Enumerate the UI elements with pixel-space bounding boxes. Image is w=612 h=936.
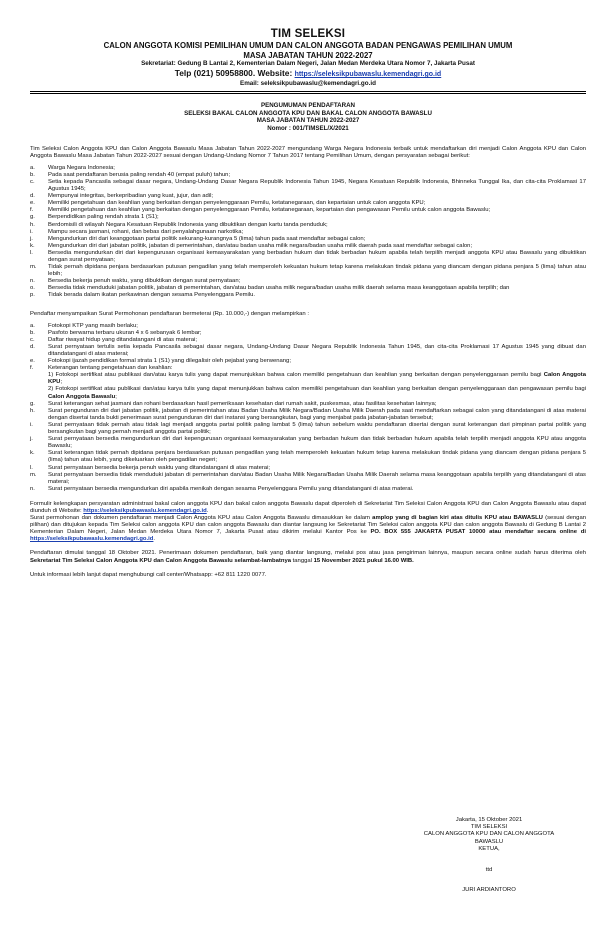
form-paragraph-text: Formulir kelengkapan persyaratan administrasi bakal calon anggota KPU dan bakal calon anggota Bawaslu dapat diperoleh di Sekretariat Tim Seleksi Calon Anggota KPU dan Calon Anggota Bawaslu atau dapat diunduh di Website: [30,500,586,514]
schedule-paragraph [30,550,586,564]
list-item-marker: g. [30,400,35,407]
announcement-heading [30,102,586,132]
list-item-marker: i. [30,228,33,235]
schedule-text-2: tanggal [291,557,314,564]
list-item-marker: j. [30,235,33,242]
list-item-text: Memiliki pengetahuan dan keahlian yang berkaitan dengan penyelenggaraan Pemilu, ketatanegaraan, kepartaian dan pengawasan Pemilu untuk calon anggota Bawaslu; [48,207,491,214]
announcement-number: Nomor : 001/TIMSEL/X/2021 [267,124,349,132]
attachments-intro: Pendaftar menyampaikan Surat Permohonan pendaftaran bermeterai (Rp. 10.000,-) dengan melampirkan : [30,310,309,317]
list-item-text: Warga Negara Indonesia; [48,164,115,171]
list-item [30,264,586,278]
list-item-text: Keterangan tentang pengetahuan dan keahlian: [48,365,173,372]
submission-website-link[interactable]: https://seleksikpubawaslu.kemendagri.go.id [30,536,154,543]
list-item [30,372,586,386]
list-item-text: Fotokopi ijazah pendidikan formal strata 1 (S1) yang dilegalisir oleh pejabat yang berwenang; [48,358,291,365]
list-item [30,401,586,408]
list-item-text: Surat pengunduran diri dari jabatan politik, jabatan di pemerintahan atau Badan Usaha Milik Negara/Badan Usaha Milik Daerah pada saat mendaftarkan sebagai calon yang ditandatangani di atas materai dengan disertai tanda bukti penerimaan surat pengunduran diri dari instansi yang bersangkutan, bagi yang menjabat pada jabatan-jabatan tersebut; [48,407,586,421]
submission-text-end: . [153,536,156,543]
list-item-text: Bersedia mengundurkan diri dari kepengurusan organisasi kemasyarakatan yang berbadan hukum dan tidak berbadan hukum apabila telah terpilih menjadi anggota KPU atau Bawaslu yang dibuktikan dengan surat pernyataan; [48,249,586,263]
list-item-marker: c. [30,336,35,343]
list-item-text: Surat pernyataan bersedia tidak menduduki jabatan di pemerintahan dan/atau Badan Usaha Milik Negara/Badan Usaha Milik Daerah selama masa keanggotaan apabila terpilih yang ditandatangani di atas materai; [48,471,586,485]
letterhead-address: Sekretariat: Gedung B Lantai 2, Kementerian Dalam Negeri, Jalan Medan Merdeka Utara Nomor 7, Jakarta Pusat [141,60,475,68]
signature-ttd: ttd [485,867,493,874]
list-item [30,172,586,179]
submission-pobox: PO. BOX 555 JAKARTA PUSAT 10000 atau mendaftar secara online di [370,529,586,536]
list-item [30,386,586,400]
list-item [30,323,586,330]
letterhead-contact [30,68,586,80]
list-item-marker: a. [30,322,35,329]
list-item-text: Berdomisili di wilayah Negara Kesatuan Republik Indonesia yang dibuktikan dengan kartu tanda penduduk; [48,221,328,228]
signature-name: JURI ARDIANTORO [462,887,516,894]
list-item-text: Fotokopi KTP yang masih berlaku; [48,322,138,329]
list-item-text: Surat pernyataan bersedia bekerja penuh waktu yang ditandatangani di atas materai; [48,464,271,471]
list-item-text: Pasfoto berwarna terbaru ukuran 4 x 6 sebanyak 6 lembar; [48,329,202,336]
list-item-marker: b. [30,329,35,336]
list-item-marker: n. [30,485,35,492]
list-item [30,214,586,221]
list-item [30,472,586,486]
list-item [30,193,586,200]
list-item [30,278,586,285]
letterhead-subtitle: CALON ANGGOTA KOMISI PEMILIHAN UMUM DAN CALON ANGGOTA BADAN PENGAWAS PEMILIHAN UMUM [103,41,513,50]
form-paragraph-end: . [206,507,209,514]
list-item-marker: o. [30,285,35,292]
list-item-marker: k. [30,450,35,457]
list-item [30,207,586,214]
form-paragraph [30,501,586,515]
list-item-text: Mampu secara jasmani, rohani, dan bebas dari penyalahgunaan narkotika; [48,228,244,235]
submission-text-2: (sesuai dengan pilihan) dan ditujukan kepada Tim Seleksi calon anggota KPU dan calon anggota Bawaslu dan diantar langsung ke Sekretariat Tim Seleksi calon anggota KPU dan calon anggota Bawaslu di Gedung B Lantai 2 Kementerian Dalam Negeri, Jalan Medan Merdeka Utara Nomor 7, Jakarta Pusat atau dikirim melalui Kantor Pos ke [30,515,586,536]
list-item [30,165,586,172]
list-item-marker: f. [30,365,34,372]
list-item [30,486,586,493]
letterhead-phone: Telp (021) 50958800. Website: [174,68,293,79]
list-item [30,408,586,422]
list-item-text: Mempunyai integritas, berkepribadian yang kuat, jujur, dan adil; [48,193,214,200]
list-item-text: Surat pernyataan bersedia mengundurkan diri apabila menikah dengan sesama Penyelenggara Pemilu yang ditandatangani di atas materai. [48,485,414,492]
list-item-text: Tidak pernah dipidana penjara berdasarkan putusan pengadilan yang telah memperoleh kekuatan hukum tetap karena melakukan tindak pidana yang diancam dengan pidana penjara 5 (lima) tahun atau lebih; [48,264,586,278]
list-item-text: Surat pernyataan tertulis setia kepada Pancasila sebagai dasar negara, Undang-Undang Dasar Negara Republik Indonesia Tahun 1945, dan cita-cita Proklamasi 17 Agustus 1945 yang dibuat dan ditandatangani di atas materai; [48,343,586,357]
list-item-marker: p. [30,292,35,299]
list-item [30,236,586,243]
list-item [30,422,586,436]
list-item [30,250,586,264]
submission-paragraph [30,515,586,543]
form-website-link[interactable]: https://seleksikpubawaslu.kemendagri.go.id [83,507,207,514]
list-item [30,365,586,372]
list-item-marker: h. [30,407,35,414]
list-item [30,465,586,472]
list-item-marker: g. [30,214,35,221]
intro-paragraph: Tim Seleksi Calon Anggota KPU dan Calon Anggota Bawaslu Masa Jabatan Tahun 2022-2027 mengundang Warga Negara Indonesia terbaik untuk mendaftarkan diri menjadi Calon Anggota KPU dan Calon Anggota Bawaslu Masa Jabatan Tahun 2022-2027 sesuai dengan Undang-Undang Nomor 7 Tahun 2017 tentang Pemilihan Umum, dengan persyaratan sebagai berikut: [30,145,586,159]
list-item [30,450,586,464]
list-item-text: Mengundurkan diri dari keanggotaan partai politik sekurang-kurangnya 5 (lima) tahun pada saat mendaftar sebagai calon; [48,235,366,242]
requirements-list [30,165,586,300]
list-item [30,330,586,337]
signature-block [414,817,564,894]
signature-org-1: TIM SELEKSI [470,824,508,831]
list-item-marker: d. [30,193,35,200]
announcement-title: PENGUMUMAN PENDAFTARAN [260,102,356,110]
list-item [30,200,586,207]
list-item-marker: f. [30,207,34,214]
schedule-deadline: 15 November 2021 pukul 16.00 WIB. [313,557,414,564]
signature-org-2: CALON ANGGOTA KPU DAN CALON ANGGOTA BAWASLU [423,831,555,845]
list-item-text: Surat keterangan tidak pernah dipidana penjara berdasarkan putusan pengadilan yang telah memperoleh kekuatan hukum tetap karena melakukan tindak pidana yang diancam dengan pidana penjara 5 (lima) tahun atau lebih, yang dikeluarkan oleh pengadilan negeri; [48,450,586,464]
list-item-text: Berpendidikan paling rendah strata 1 (S1); [48,214,159,221]
list-item [30,337,586,344]
list-item [30,243,586,250]
list-item-text: Bersedia bekerja penuh waktu, yang dibuktikan dengan surat pernyataan; [48,278,241,285]
list-item-text: 2) Fotokopi sertifikat atau publikasi dan/atau karya tulis yang dapat menunjukkan bahwa calon memiliki pengetahuan dan keahlian yang berkaitan dengan penyelenggaraan dan pengawasan pemilu bagi [48,386,586,393]
submission-envelope-note: amplop yang di bagian kiri atas ditulis KPU atau BAWASLU [372,515,543,522]
list-item-marker: h. [30,221,35,228]
list-item [30,358,586,365]
list-item-marker: b. [30,171,35,178]
list-item-text: Memiliki pengetahuan dan keahlian yang berkaitan dengan penyelenggaraan Pemilu, ketatanegaraan, dan kepartaian untuk calon anggota KPU; [48,200,426,207]
letterhead-website-link[interactable]: https://seleksikpubawaslu.kemendagri.go.id [294,71,442,79]
signature-place-date: Jakarta, 15 Oktober 2021 [455,817,523,823]
list-item-marker: m. [30,264,37,271]
list-item [30,292,586,299]
schedule-text-1: Pendaftaran dimulai tanggal 18 Oktober 2021. Penerimaan dokumen pendaftaran, baik yang diantar langsung, melalui pos atau jasa pengiriman lainnya, maupun secara online sudah harus diterima oleh [30,550,586,557]
list-item-text: Surat pernyataan bersedia mengundurkan diri dari kepengurusan organisasi kemasyarakatan yang berbadan hukum dan tidak berbadan hukum apabila telah terpilih menjadi anggota KPU atau anggota Bawaslu; [48,436,586,450]
list-item-marker: l. [30,249,33,256]
list-item-marker: m. [30,471,37,478]
list-item-text: Mengundurkan diri dari jabatan politik, jabatan di pemerintahan, dan/atau badan usaha milik negara/badan usaha milik daerah pada saat mendaftar sebagai calon; [48,242,473,249]
list-item [30,436,586,450]
letterhead-period: MASA JABATAN TAHUN 2022-2027 [243,50,373,60]
list-item-text: Surat keterangan sehat jasmani dan rohani berdasarkan hasil pemeriksaan kesehatan dari rumah sakit, puskesmas, atau fasilitas kesehatan lainnya; [48,400,437,407]
list-item-marker: k. [30,242,35,249]
list-item [30,222,586,229]
announcement-subtitle: SELEKSI BAKAL CALON ANGGOTA KPU DAN BAKAL CALON ANGGOTA BAWASLU [184,109,432,117]
list-item-text: Tidak berada dalam ikatan perkawinan dengan sesama Penyelenggara Pemilu. [48,292,256,299]
announcement-period: MASA JABATAN TAHUN 2022-2027 [256,117,360,125]
list-item [30,179,586,193]
list-item-text: Setia kepada Pancasila sebagai dasar negara, Undang-Undang Dasar Negara Republik Indonesia Tahun 1945, Negara Kesatuan Republik Indonesia, Bhinneka Tunggal Ika, dan cita-cita Proklamasi 17 Agustus 1945; [48,178,586,193]
list-item-bold: Calon Anggota Bawaslu [48,393,116,400]
letterhead-title: TIM SELEKSI [270,28,346,40]
submission-text-1: Surat permohonan dan dokumen pendaftaran menjadi Calon Anggota KPU atau Calon Anggota Bawaslu dimasukkan ke dalam [30,515,373,522]
contact-paragraph: Untuk informasi lebih lanjut dapat menghubungi call center/Whatsapp: +62 811 1220 0077. [30,571,267,578]
list-item-text: Bersedia tidak menduduki jabatan politik, jabatan di pemerintahan, dan/atau badan usaha milik negara/badan usaha milik daerah selama masa keanggotaan apabila terpilih; dan [48,285,510,292]
signature-role: KETUA, [478,845,500,852]
list-item-end: ; [115,393,117,400]
list-item [30,344,586,358]
letterhead-email: Email: seleksikpubawaslu@kemendagri.go.id [240,80,376,88]
document-page [30,28,586,579]
list-item-bold: Calon Anggota KPU [48,372,586,386]
list-item-marker: i. [30,421,33,428]
list-item-marker: e. [30,358,35,365]
letterhead-rule [30,91,586,92]
list-item-text: Pada saat pendaftaran berusia paling rendah 40 (empat puluh) tahun; [48,171,231,178]
list-item-marker: j. [30,436,33,443]
list-item-marker: n. [30,278,35,285]
list-item-text: Daftar riwayat hidup yang ditandatangani di atas materai; [48,336,197,343]
list-item [30,285,586,292]
list-item-marker: d. [30,343,35,350]
attachments-list [30,323,586,493]
letterhead-rule-thin [30,93,586,94]
list-item [30,229,586,236]
letterhead [30,28,586,94]
list-item-marker: l. [30,464,33,471]
list-item-end: ; [60,379,63,386]
list-item-text: Surat pernyataan tidak pernah atau tidak lagi menjadi anggota partai politik paling lambat 5 (lima) tahun sebelum waktu pendaftaran disertai dengan surat keterangan dari pimpinan partai politik yang bersangkutan bagi yang pernah menjadi anggota partai politik; [48,421,586,436]
list-item-text: 1) Fotokopi sertifikat atau publikasi dan/atau karya tulis yang dapat menunjukkan bahwa calon memiliki pengetahuan dan keahlian yang berkaitan dengan penyelenggaraan pemilu bagi [48,372,544,379]
list-item-marker: a. [30,164,35,171]
list-item-marker: c. [30,178,35,185]
list-item-marker: e. [30,200,35,207]
schedule-recipient: Sekretariat Tim Seleksi Calon Anggota KPU dan Calon Anggota Bawaslu selambat-lambatnya [30,557,291,564]
